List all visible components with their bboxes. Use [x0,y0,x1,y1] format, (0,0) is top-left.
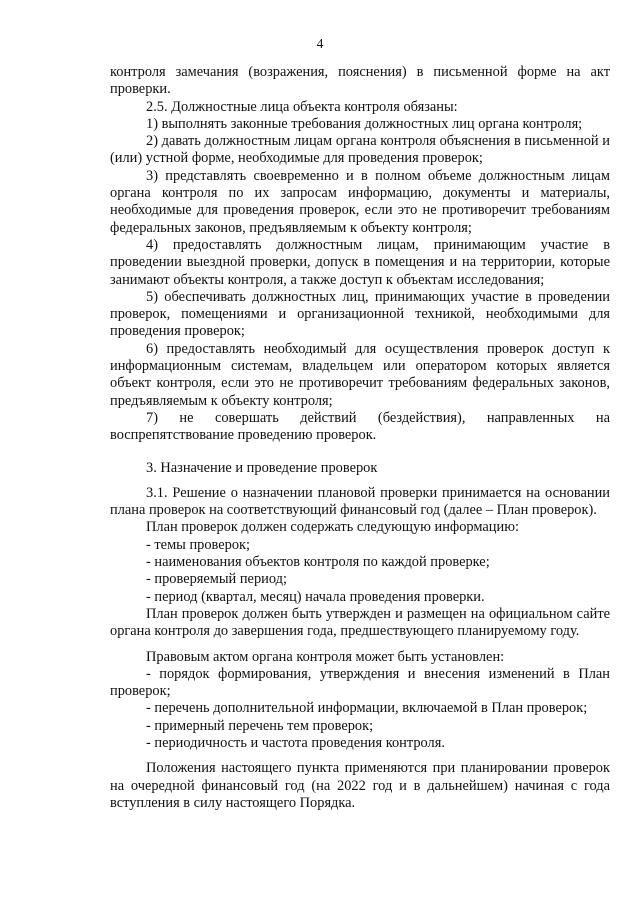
paragraph: План проверок должен содержать следующую информацию: [146,519,519,536]
list-item: - проверяемый период; [146,571,287,588]
list-item: 5) обеспечивать должностных лиц, принимающих участие в проведении проверок, помещениями и организационной техникой, необходимыми для проведения проверок; [110,288,610,340]
paragraph: Положения настоящего пункта применяются при планировании проверок на очередной финансовый год (на 2022 год и в дальнейшем) начиная с года вступления в силу настоящего Порядка. [110,760,610,811]
list-item: - наименования объектов контроля по каждой проверке; [146,554,490,571]
document-body [110,64,610,812]
list-item: - период (квартал, месяц) начала проведения проверки. [146,588,485,605]
list-item: 1) выполнять законные требования должностных лиц органа контроля; [146,115,583,132]
list-item: - периодичность и частота проведения контроля. [146,734,445,751]
section-heading: 3. Назначение и проведение проверок [146,459,378,476]
paragraph: контроля замечания (возражения, пояснения) в письменной форме на акт проверки. [110,64,610,98]
list-item: - порядок формирования, утверждения и внесения изменений в План проверок; [110,665,610,700]
list-item: 3) представлять своевременно и в полном объеме должностным лицам органа контроля по их запросам информацию, документы и материалы, необходимые для проведения проверок, если это не противоречит требованиям федеральных законов, предъявляемым к объекту контроля; [110,167,610,236]
paragraph: 3.1. Решение о назначении плановой проверки принимается на основании плана проверок на соответствующий финансовый год (далее – План проверок). [110,484,610,519]
spacer [110,641,610,649]
spacer [110,752,610,760]
paragraph: 2.5. Должностные лица объекта контроля обязаны: [146,98,458,115]
list-item: 7) не совершать действий (бездействия), направленных на воспрепятствование проведению проверок. [110,409,610,444]
paragraph: План проверок должен быть утвержден и размещен на официальном сайте органа контроля до завершения года, предшествующего планируемому году. [110,605,610,640]
list-item: 2) давать должностным лицам органа контроля объяснения в письменной и (или) устной форме, необходимые для проведения проверок; [110,133,610,167]
list-item: 6) предоставлять необходимый для осуществления проверок доступ к информационным системам, владельцем или оператором которых является объект контроля, если это не противоречит требованиям федеральных законов, предъявляемым к объекту контроля; [110,340,610,409]
list-item: - темы проверок; [146,536,251,553]
list-item: 4) предоставлять должностным лицам, принимающим участие в проведении выездной проверки, допуск в помещения и на территории, которые занимают объекты контроля, а также доступ к объектам исследования; [110,236,610,288]
paragraph: Правовым актом органа контроля может быть установлен: [146,648,505,665]
list-item: - перечень дополнительной информации, включаемой в План проверок; [146,700,588,717]
list-item: - примерный перечень тем проверок; [146,717,374,734]
page-number: 4 [316,36,324,51]
